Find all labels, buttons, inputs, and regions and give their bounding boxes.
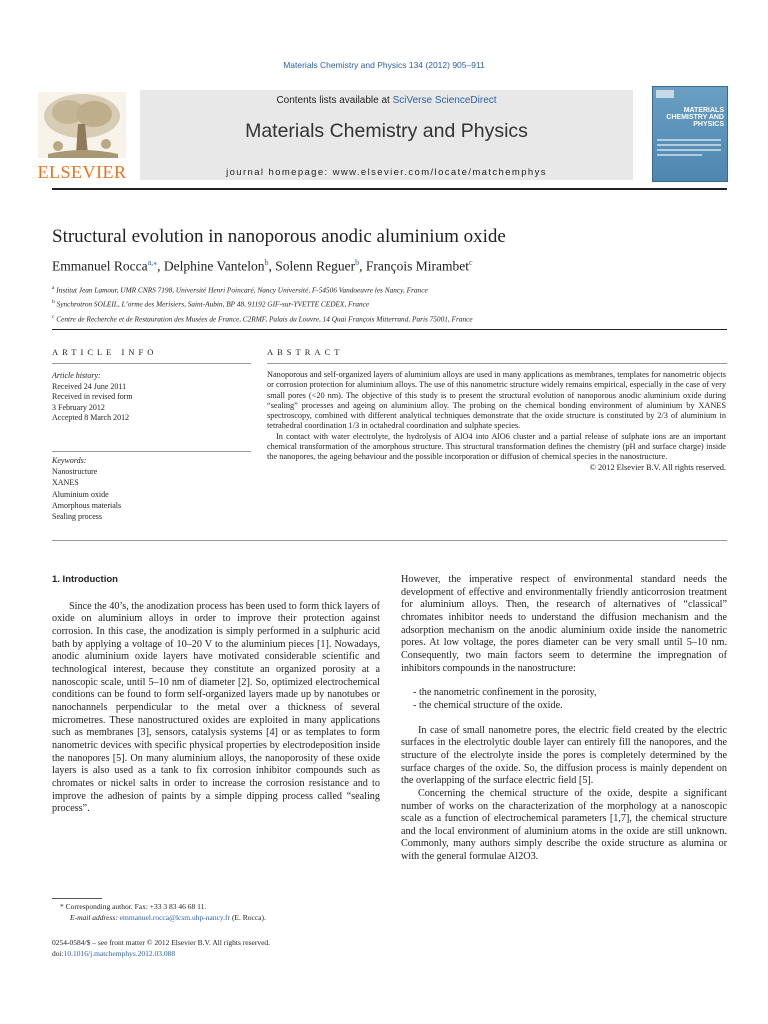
author-name[interactable]: Solenn Reguer	[275, 258, 356, 274]
affiliation-text: Institut Jean Lamour, UMR CNRS 7198, Université Henri Poincaré, Nancy Université, F-54506 Vandoeuvre les Nancy, France	[56, 285, 428, 295]
affiliation-item	[52, 311, 473, 325]
author-affil-mark[interactable]: b	[264, 258, 269, 267]
issn-line: 0254-0584/$ – see front matter © 2012 Elsevier B.V. All rights reserved.	[52, 938, 271, 947]
cover-title-line: PHYSICS	[693, 121, 724, 128]
author-affil-mark[interactable]: a,⁎	[147, 258, 158, 267]
sciencedirect-link[interactable]: SciVerse ScienceDirect	[392, 95, 497, 106]
history-item: Accepted 8 March 2012	[52, 413, 130, 422]
contents-line	[140, 95, 633, 106]
body-paragraph: Since the 40’s, the anodization process has been used to form thick layers of oxide on aluminium alloys in order to improve their protection against corrosion. In this case, the anodization is simply performed in a sulphuric acid bath by applying a voltage of 10–20 V to the aluminium pieces [1]. Nowadays, anodic aluminium oxide layers have motivated considerable scientific and technological interest, because they constitute an organized porosity at a nanoscopic scale, until 5–10 nm of diameter [2]. So, optimized electrochemical conditions can be found to form self-organized layers made up by nanotubes or nanochannels perpendicular to the metal over a thickness of several micrometres. These nanostructured oxides are exploited in many applications such as membranes [3], sensors, catalysis systems [4] or as templates to form nanometric devices with specific physical properties by electrodeposition inside the nanopores [5]. On many aluminium alloys, the nanoporosity of these oxide layers is also used as a tank to fix corrosion inhibitor compounds such as chromates or nickel salts in order to increase the corrosion resistance and to improve the adhesion of paints by a simple dipping process called “sealing process”.	[52, 600, 380, 815]
email-label: E-mail address:	[70, 912, 120, 922]
affiliation-text: Synchrotron SOLEIL, L’orme des Merisiers, Saint-Aubin, BP 48, 91192 GIF-sur-YVETTE CEDEX, France	[56, 299, 370, 309]
right-column	[401, 574, 727, 864]
left-column	[52, 574, 380, 816]
author-list	[52, 258, 473, 275]
abstract-paragraph: Nanoporous and self-organized layers of aluminium alloys are used in many applications as membranes, templates for nanometric objects or corrosion protection for aluminium alloys. The use of this nanometric structure widely remains empirical, especially in the case of very small pores (<20 nm). The objective of this study is to present the structural evolution of nanoporous anodic aluminium oxide during “sealing” processes and ageing on aluminium alloy. The probing on the chemical bonding environment of aluminium by XANES spectroscopy, combined with different analytical techniques demonstrate that the oxide structure is constituted by 2/3 of aluminium in tetrahedral coordination 1/3 in octahedral coordination and sulphate species.	[267, 370, 726, 431]
doi-prefix: doi:	[52, 948, 64, 958]
history-item: 3 February 2012	[52, 402, 105, 412]
section-rule	[52, 329, 727, 330]
abstract-rule	[267, 363, 727, 364]
issn-block	[52, 938, 382, 959]
email-link[interactable]: emmanuel.rocca@lcsm.uhp-nancy.fr	[119, 912, 231, 922]
affiliation-item	[52, 282, 473, 296]
author-affil-mark[interactable]: c	[469, 258, 473, 267]
list-item: - the chemical structure of the oxide.	[413, 699, 563, 711]
article-title: Structural evolution in nanoporous anodic aluminium oxide	[52, 226, 506, 247]
journal-cover	[652, 86, 728, 182]
footnote-rule	[52, 898, 102, 899]
keyword-item: Nanostructure	[52, 467, 98, 477]
keyword-item: Amorphous materials	[52, 500, 122, 510]
affiliation-mark: b	[52, 299, 55, 306]
article-history	[52, 371, 252, 424]
body-paragraph: Concerning the chemical structure of the oxide, despite a significant number of works on the characterization of the morphology at a nanoscopic scale as a function of electrochemical parameters [1,7], the chemical structure and the local environment of aluminium atoms in the oxide are still unknown. Commonly, many authors simply describe the oxide structure as alumina or with the general formulae Al2O3.	[401, 787, 727, 863]
list-item: - the nanometric confinement in the porosity,	[413, 687, 597, 699]
factor-list	[401, 687, 727, 712]
affiliations	[52, 282, 473, 325]
article-info-rule	[52, 363, 251, 364]
cover-title	[654, 107, 724, 128]
journal-title[interactable]: Materials Chemistry and Physics	[245, 120, 528, 142]
keyword-item: Sealing process	[52, 512, 102, 522]
journal-citation[interactable]: Materials Chemistry and Physics 134 (2012) 905–911	[283, 60, 485, 70]
affiliation-item	[52, 296, 473, 310]
keywords-label: Keywords:	[52, 456, 87, 465]
keyword-item: XANES	[52, 478, 79, 488]
abstract-body	[267, 370, 726, 473]
keywords-rule	[52, 451, 251, 452]
abstract-paragraph: In contact with water electrolyte, the hydrolysis of AlO4 into AlO6 cluster and a partial release of sulphate ions are an important chemical transformation of the amorphous structure. This structural transformation defines the chemistry (pH and surface charge) inside the nanopores, the ageing behaviour and the possible incorporation or diffusion of chemical species in the nanostructure.	[267, 431, 726, 462]
author-affil-mark[interactable]: b	[355, 258, 360, 267]
keywords	[52, 455, 252, 522]
contents-prefix: Contents lists available at	[276, 95, 393, 106]
author-name[interactable]: Emmanuel Rocca	[52, 258, 148, 274]
affiliation-mark: a	[52, 285, 55, 291]
elsevier-logo	[28, 86, 136, 182]
footnote	[52, 902, 382, 923]
author-name[interactable]: Delphine Vantelon	[163, 258, 265, 274]
author-name[interactable]: François Mirambet	[365, 258, 469, 274]
affiliation-mark: c	[52, 313, 55, 320]
section-heading: 1. Introduction	[52, 574, 118, 585]
email-line	[52, 913, 382, 924]
history-item: Received in revised form	[52, 392, 133, 401]
corresponding-author: * Corresponding author. Fax: +33 3 83 46 68 11.	[60, 902, 207, 911]
cover-title-line: MATERIALS	[683, 107, 724, 114]
author-sep: ,	[268, 258, 276, 274]
keyword-item: Aluminium oxide	[52, 489, 109, 499]
header-rule	[52, 188, 727, 190]
abstract-bottom-rule	[52, 540, 727, 541]
cover-decoration	[657, 139, 721, 159]
cover-title-line: CHEMISTRY AND	[666, 114, 724, 121]
history-item: Received 24 June 2011	[52, 381, 127, 391]
author-sep: ,	[359, 258, 366, 274]
doi-link[interactable]: 10.1016/j.matchemphys.2012.03.088	[63, 948, 176, 958]
doi-line	[52, 949, 382, 960]
publisher-name: ELSEVIER	[37, 162, 127, 182]
cover-badge	[656, 90, 674, 98]
abstract-heading: ABSTRACT	[267, 347, 344, 357]
journal-homepage[interactable]: journal homepage: www.elsevier.com/locate/matchemphys	[226, 167, 547, 178]
author-sep: ,	[157, 258, 164, 274]
email-suffix: (E. Rocca).	[230, 912, 266, 922]
history-label: Article history:	[52, 371, 101, 380]
affiliation-text: Centre de Recherche et de Restauration des Musées de France, C2RMF, Palais du Louvre, 14 Quai François Mitterrand, Paris 75001, France	[56, 314, 473, 324]
article-info-heading: ARTICLE INFO	[52, 347, 158, 357]
body-paragraph: In case of small nanometre pores, the electric field created by the electric surfaces in the electrolytic double layer can entirely fill the nanopores, and the structure of the electrolyte inside the pores is completely determined by the surface charges of the oxide. So, the diffusion process is mainly dependent on the overlapping of the surface electric field [5].	[401, 724, 727, 787]
copyright-notice: © 2012 Elsevier B.V. All rights reserved.	[589, 462, 726, 472]
body-paragraph: However, the imperative respect of environmental standard needs the development of effective and environmentally friendly anticorrosion treatment for aluminium alloys. Then, the research of alternatives of “classical” chromates inhibitor needs to understand the diffusion mechanism and the adsorption mechanism on the anodic aluminium oxide inside the nanometric pores. At low voltage, the pores diameter can be very small until 5–10 nm. Consequently, two main factors seem to determine the impregnation of inhibitors compounds in the nanostructure:	[401, 574, 727, 674]
